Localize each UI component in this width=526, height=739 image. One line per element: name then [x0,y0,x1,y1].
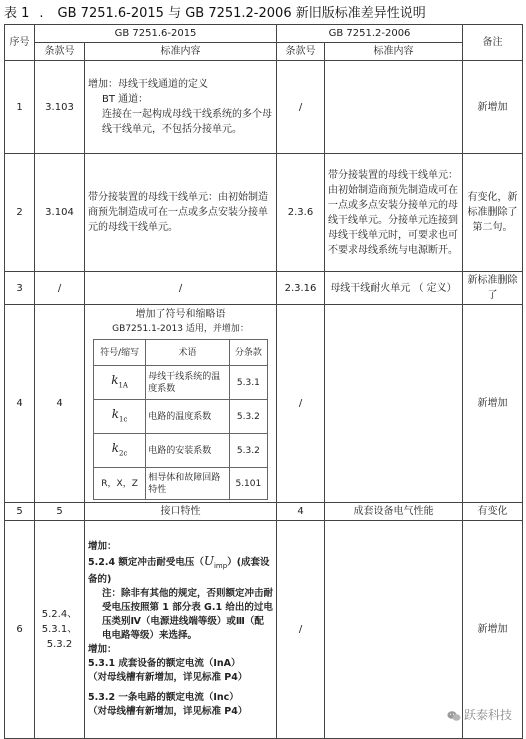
row-clause-old: 2.3.16 [277,272,325,305]
symbol-cell [94,434,146,468]
wechat-icon [447,710,461,722]
row-clause-new: 3.103 [35,61,85,154]
row-content-old [325,521,463,739]
table-row [5,521,523,739]
header-content-old: 标准内容 [325,43,463,61]
content-line: 5.3.2 一条电路的额定电流（Inc） [88,691,239,703]
symbol-cell: R，X，Z [94,468,146,500]
content-text: 5.2.4 额定冲击耐受电压（ [88,557,204,569]
row-content-old: 成套设备电气性能 [325,503,463,521]
term-cell: 母线干线系统的温度系数 [146,366,230,400]
table-row [5,272,523,305]
clause-cell: 5.101 [229,468,267,500]
clause-cell: 5.3.2 [229,400,267,434]
symbol-sub: 1A [118,381,128,390]
row-clause-new: 5.2.4、5.3.1、5.3.2 [35,521,85,739]
table-row [5,305,523,503]
table-caption [4,2,426,21]
symbols-header-sym: 符号/缩写 [94,340,146,366]
symbol-sub: 1c [119,415,128,424]
term-cell: 电路的温度系数 [146,400,230,434]
watermark-text: 跃泰科技 [463,708,512,722]
row-content-new [85,305,277,503]
symbol-cell [94,400,146,434]
row-remark: 新标准删除了 [463,272,523,305]
table-row [5,61,523,154]
row-remark: 新增加 [463,521,523,739]
row-content-old [325,61,463,154]
header-row-columns [5,43,523,61]
row-content-old [325,305,463,503]
row-remark: 新增加 [463,61,523,154]
row-clause-old: 2.3.6 [277,154,325,272]
content-text: ）(成套设备的) [88,557,270,585]
row-clause-old: / [277,521,325,739]
voltage-symbol: U [203,554,214,569]
row-seq: 3 [5,272,35,305]
row-seq: 2 [5,154,35,272]
content-line: 注：除非有其他的规定，否则额定冲击耐受电压按照第 1 部分表 G.1 给出的过电压类别Ⅳ（电源进线端等级）或Ⅲ（配电电路等级）来选择。 [102,587,274,641]
header-clause-new: 条款号 [35,43,85,61]
symbol-base: k [111,372,119,387]
term-cell: 电路的安装系数 [146,434,230,468]
table-title: GB 7251.6-2015 与 GB 7251.2-2006 新旧版标准差异性说明 [57,6,426,21]
row-clause-new: 5 [35,503,85,521]
row-content-old: 母线干线耐火单元 （ 定义） [325,272,463,305]
symbols-row [94,468,268,500]
header-std-new: GB 7251.6-2015 [35,25,277,43]
symbol-cell [94,366,146,400]
row-content-new: / [85,272,277,305]
row-clause-old: 4 [277,503,325,521]
content-line: 增加： [88,643,117,655]
header-clause-old: 条款号 [277,43,325,61]
row-clause-old: / [277,61,325,154]
table-row [5,154,523,272]
content-line: GB7251.1-2013 适用，并增加： [112,324,249,334]
clause-cell: 5.3.1 [229,366,267,400]
header-std-old: GB 7251.2-2006 [277,25,463,43]
row-clause-new: 3.104 [35,154,85,272]
symbol-base: k [111,406,120,421]
voltage-symbol-sub: imp [213,561,228,570]
row-seq: 4 [5,305,35,503]
content-line: （对母线槽有新增加，详见标准 P4） [88,671,248,683]
content-line [88,554,273,587]
content-line: 5.3.1 成套设备的额定电流（InA） [88,657,241,669]
row-seq: 1 [5,61,35,154]
term-cell: 相导体和故障回路特性 [146,468,230,500]
clause-cell: 5.3.2 [229,434,267,468]
header-seq: 序号 [5,25,35,61]
symbol-base: k [111,440,120,455]
symbols-header-clause: 分条款 [229,340,267,366]
row-content-new [85,61,277,154]
symbols-header-row [94,340,268,366]
watermark [447,706,512,723]
caption-dot: . [39,6,44,21]
symbols-row [94,366,268,400]
row-remark: 有变化，新标准删除了第二句。 [463,154,523,272]
row-content-new [85,521,277,739]
row-content-old: 带分接装置的母线干线单元：由初始制造商预先制造成可在一点或多点安装分接单元的母线干线单元。分接单元连接到母线干线单元时，可要求也可不要求母线系统与电源断开。 [325,154,463,272]
content-line: 增加： [88,541,117,553]
row-seq: 5 [5,503,35,521]
header-remark: 备注 [463,25,523,61]
symbols-table [93,339,268,500]
symbol-sub: 2c [119,449,128,458]
symbols-row [94,434,268,468]
table-number: 表 1 [4,6,30,21]
row-content-new: 带分接装置的母线干线单元：由初始制造商预先制造成可在一点或多点安装分接单元的母线干线单元。 [85,154,277,272]
header-row-standards [5,25,523,43]
content-line: （对母线槽有新增加，详见标准 P4） [88,705,248,717]
row-clause-new: / [35,272,85,305]
content-line: 增加：母线干线通道的定义 [88,79,208,90]
content-line: 连接在一起构成母线干线系统的多个母线干线单元，不包括分接单元。 [102,109,272,135]
row-clause-old: / [277,305,325,503]
row-remark: 新增加 [463,305,523,503]
comparison-table [4,24,523,739]
symbols-row [94,400,268,434]
row-seq: 6 [5,521,35,739]
content-line: 增加了符号和缩略语 [135,309,226,320]
table-row [5,503,523,521]
symbols-header-term: 术语 [146,340,230,366]
row-clause-new: 4 [35,305,85,503]
row-content-new: 接口特性 [85,503,277,521]
header-content-new: 标准内容 [85,43,277,61]
content-line: BT 通道： [102,94,149,105]
row-remark: 有变化 [463,503,523,521]
